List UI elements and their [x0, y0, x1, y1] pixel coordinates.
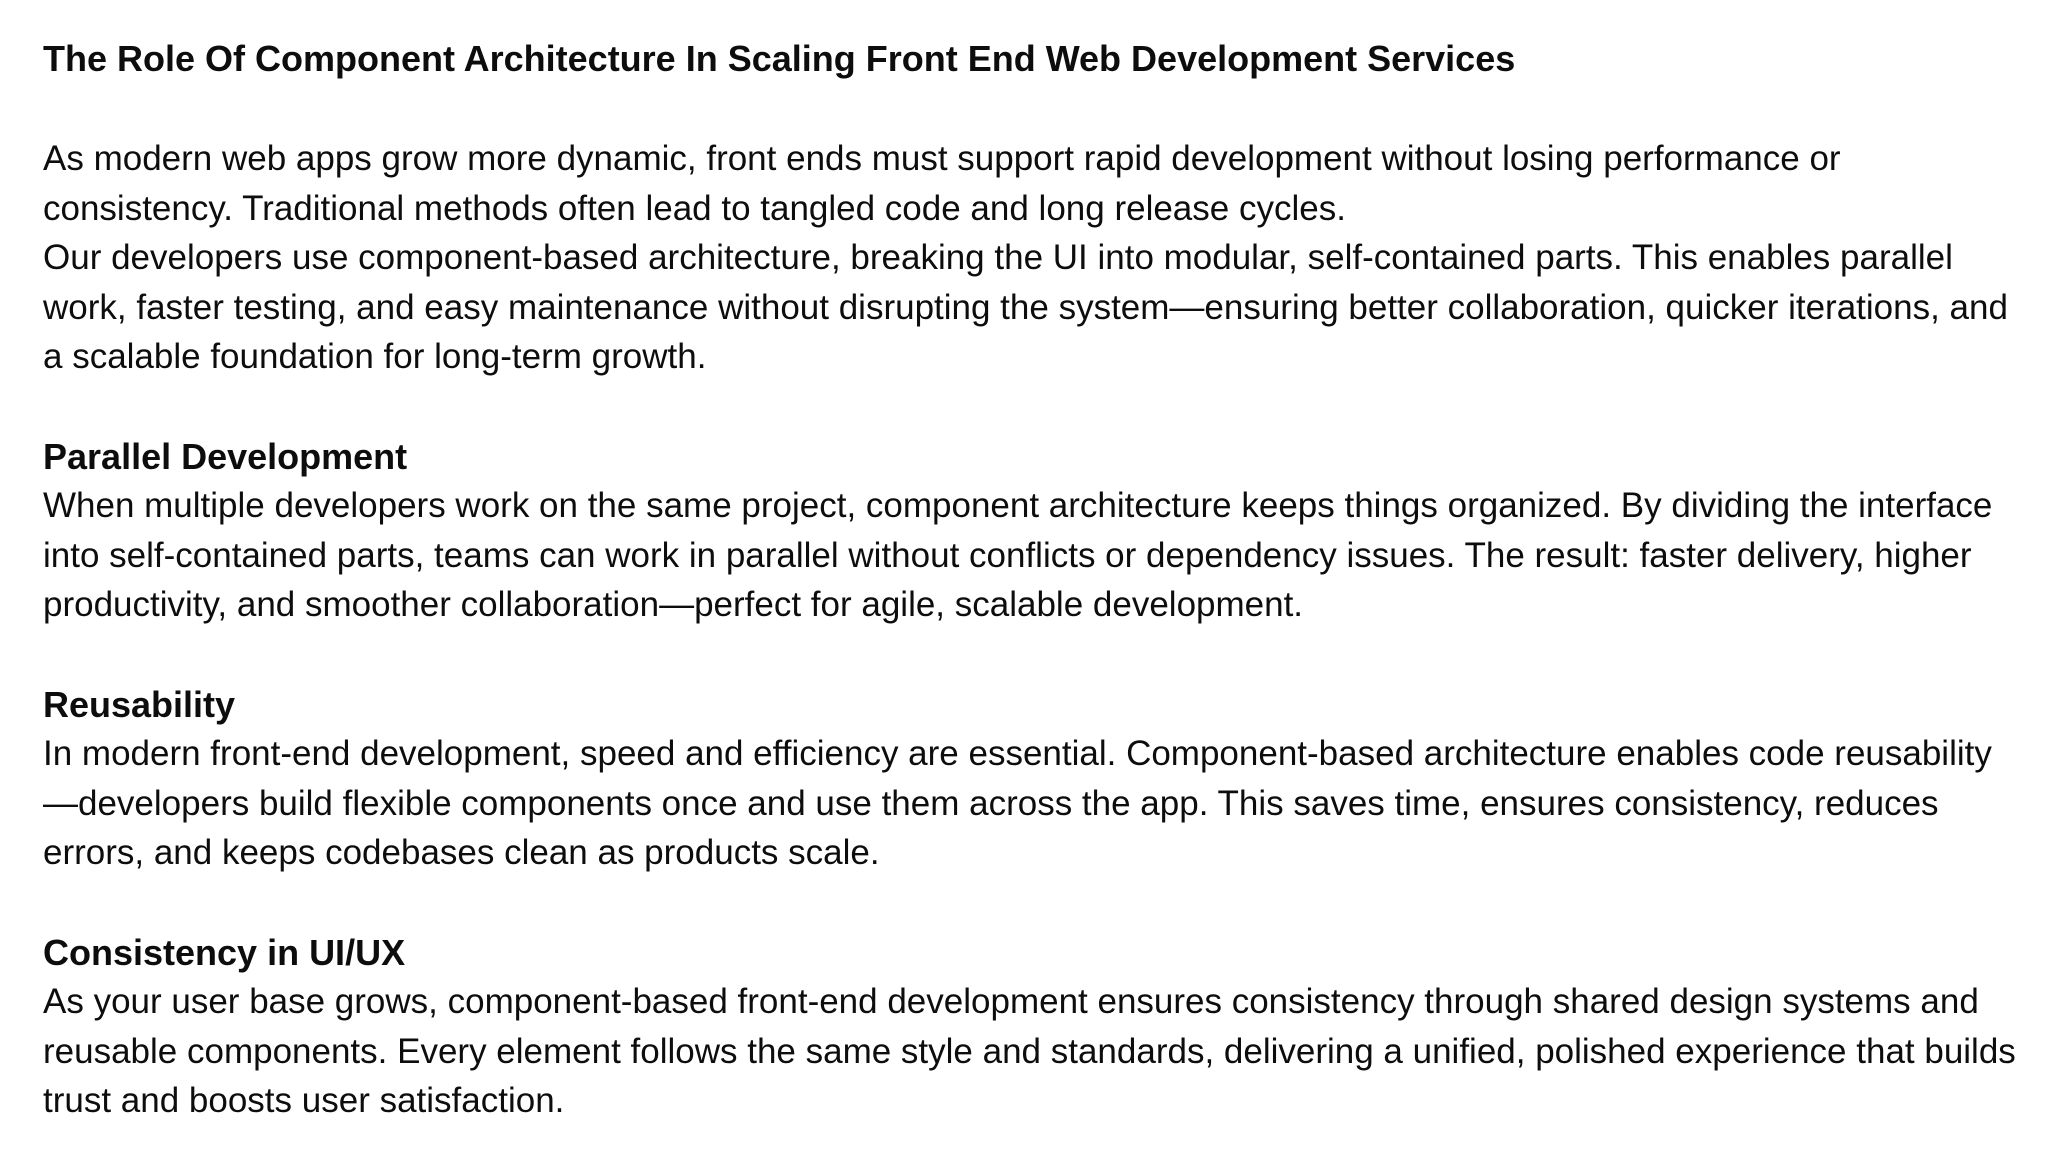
section-consistency-ui-ux [43, 928, 2023, 1126]
section-parallel-development [43, 432, 2023, 630]
section-body: In modern front-end development, speed and efficiency are essential. Component-based architecture enables code reusability—developers build flexible components once and use them across the app. This saves time, ensures consistency, reduces errors, and keeps codebases clean as products scale. [43, 734, 1992, 873]
section-heading: Reusability [43, 683, 236, 725]
section-heading: Parallel Development [43, 435, 408, 477]
article-intro [43, 134, 2023, 382]
intro-paragraph: As modern web apps grow more dynamic, front ends must support rapid development without losing performance or consistency. Traditional methods often lead to tangled code and long release cycles. [43, 139, 1841, 228]
section-heading: Consistency in UI/UX [43, 931, 406, 973]
section-body: When multiple developers work on the same project, component architecture keeps things organized. By dividing the interface into self-contained parts, teams can work in parallel without conflicts or dependency issues. The result: faster delivery, higher productivity, and smoother collaboration—perfect for agile, scalable development. [43, 486, 1993, 625]
section-reusability [43, 680, 2023, 878]
article-title: The Role Of Component Architecture In Scaling Front End Web Development Services [43, 38, 1516, 79]
intro-paragraph: Our developers use component-based architecture, breaking the UI into modular, self-contained parts. This enables parallel work, faster testing, and easy maintenance without disrupting the system—ensuring better collaboration, quicker iterations, and a scalable foundation for long-term growth. [43, 238, 2008, 377]
article [43, 34, 2023, 1126]
section-body: As your user base grows, component-based front-end development ensures consistency through shared design systems and reusable components. Every element follows the same style and standards, delivering a unified, polished experience that builds trust and boosts user satisfaction. [43, 982, 2016, 1121]
